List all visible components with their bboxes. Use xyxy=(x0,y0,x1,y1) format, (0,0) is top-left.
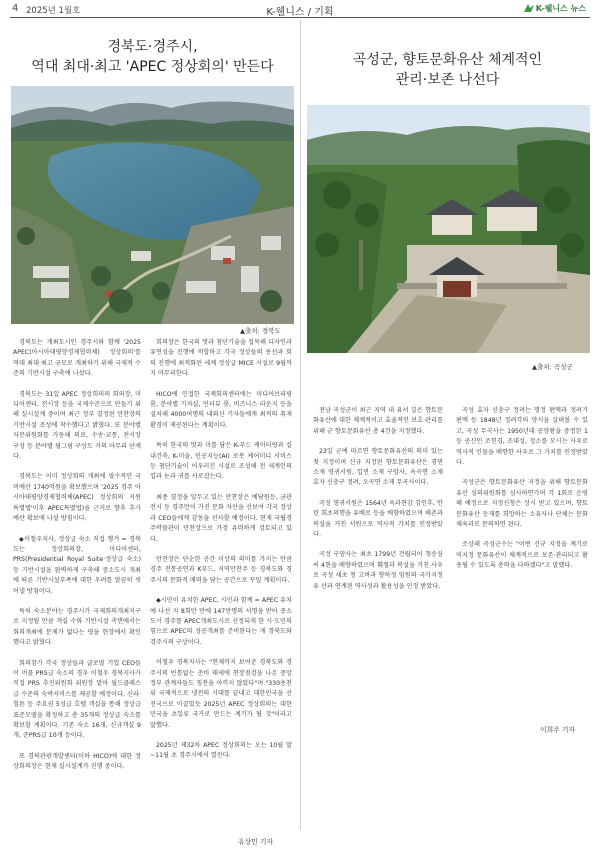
paragraph: 경북도는 이미 정상회의 개최에 필수적인 국비예산 1740억원을 확보했으며 '2025 경주 아시아태평양경제협력체(APEC) 정상회의 지원 특별법'이후 APEC특별법)을 근거로 향후 추가예산 확보에 나설 방침이다. xyxy=(13,473,141,523)
right-article-column-1 xyxy=(313,406,443,592)
right-byline: 이희주 기자 xyxy=(540,726,575,734)
left-article-headline xyxy=(10,37,295,77)
paragraph: 최종 결정을 앞두고 있는 만찬장은 예담원등, 금관전시 등 경주만이 가진 문화 자산을 선보여 각국 정상과 CEO들에게 감동을 선사할 예정이다. 현재 국립경주박물관이 만찬장으로 가장 유력하게 검토되고 있다. xyxy=(150,493,292,543)
right-article-headline xyxy=(305,50,590,90)
right-headline-line1: 곡성군, 향토문화유산 체계적인 xyxy=(352,52,543,68)
right-photo-credit: ▲출처: 곡성군 xyxy=(532,363,573,371)
paragraph: 곡성 효자 신충구 정려는 명정 편액과 정려기 편액 등 1848년 정려각의 양식을 살펴볼 수 있고, 곡성 무곡사는 1950년대 공양왕을 중정한 1등 공신인 조헌경, 조대성, 정소를 모시는 사우로 역사적 인물을 배향한 사우로 그 가치를 인정받았다. xyxy=(456,407,588,467)
page-header xyxy=(0,0,600,18)
section-title: K-웰니스 / 기획 xyxy=(266,7,334,18)
paragraph: 회의장은 한국의 멋과 첨단기술을 접목해 디자인과 유연성을 진행에 적합하고 각국 정상들의 동선과 회의 진행에 최적화된 세계 정상급 MICE 시설로 9월까지 마무리한다. xyxy=(150,339,292,378)
right-headline-line2: 관리·보존 나선다 xyxy=(395,72,500,88)
paragraph: 곡성 구암사는 최초 1799년 건립되어 청송심씨 4현을 배향하였으며 훼철과 복설을 거친 사우로 곡성 새초 청 고바과 향하정 임원의 국가지정유 산과 연계된 역사성과 활용성을 인정 받았다. xyxy=(313,551,443,590)
paragraph: 회의참가 각국 정상들과 글로벌 기업 CEO들이 머물 PRS급 숙소의 경우 이철우 경북지사가 직접 PRS 추진위원회 위원장 맡아 월드클래스급 수준의 숙박서비스를 제공할 예정이다. 신라·힐튼 등 주요권 5성급 호텔 객실을 통해 정상급 표준모델을 확정하고 총 35개의 정상급 숙소를 확보할 계획이다. 기존 숙소 16개, 신규객실 9개, 준PRS급 10개 등이다. xyxy=(13,659,141,740)
left-article-column-1 xyxy=(13,338,141,773)
paragraph: 전남 곡성군이 최근 지역 내 유서 깊은 향토문화유산에 대한 체계적이고 효율적인 보호·관리를 위해 군 향토문화유산 총 4건을 지정했다. xyxy=(313,407,443,435)
paragraph: 특히 한국의 멋과 미를 담은 K-푸드 케이터링과 실내건축, K-미술, 인공지능(AI) 로봇 케어미디 서비스 등 첨단기술이 어우러진 시설로 조성해 전 세계인의 입과 눈과 귀를 사로잡는다. xyxy=(150,442,292,481)
paragraph: 곡성 영귀서원은 1564년 옥과현감 김인후, 안린 회초의행을 유배로 등을 배향하였으며 해촌과 복설을 거친 서원으로 역사적 가치를 인정받았다. xyxy=(313,499,443,539)
paragraph: 23일 군에 따르면 향토문화유산의 의미 있는 첫 지정이며 신규 지정된 향토문화유산은 겸면 소재 영귀서원, 입면 소재 구암사, 옥곡면 소재 효자 신충구 정려, 오곡면 소재 무곡사이다. xyxy=(313,448,443,487)
issue-date: 2025년 1월호 xyxy=(26,6,81,16)
left-headline-line2: 역대 최대·최고 'APEC 정상회의' 만든다 xyxy=(31,59,274,75)
logo-leaf-icon xyxy=(524,4,534,12)
paragraph: 경북도는 31일 APEC 정상회의의 회의장, 미디어센터, 전시장 등을 국제수준으로 만들기 위해 실시설계 중이며 최근 정부 결정된 만찬장의 기반시설 조성에 착수했다고 밝혔다. 또 분야별 자문위원회를 가동해 의료, 수송·교통, 전시장 구성 등 분야별 필그림 구상도 거의 마무리 단계다. xyxy=(13,390,141,461)
paragraph: 경북도는 개최도시인 경주시와 함께 '2025 APEC(아시아태평양경제협력체) 정상회의'를 역대 최대·최고 규모로 개최하기 위해 국제적 수준의 기반시설 구축에 나섰다. xyxy=(13,339,141,378)
logo-text: K-웰니스 뉴스 xyxy=(535,4,586,13)
paragraph: 이철우 경북지사는 "현재까지 보여준 경북도와 경주시의 빈틈없는 준비 태세에 현장점검을 나온 중앙정부 관계자들도 칭찬을 아끼지 않았다"며 "330용천위 국제적으로 냉전의 시대를 끝내고 대한민국을 선진국으로 이끌었듯 2025년 APEC 정상회의는 대한민국을 초일류 국가로 만드는 계기가 될 것"이라고 말했다. xyxy=(150,659,292,729)
gyeongju-aerial-illustration xyxy=(11,86,294,324)
header-rule xyxy=(10,17,590,18)
paragraph: ◆시민이 유치한 APEC, 시민과 함께 = APEC 유치에 나선 지 8회만 만에 147만명의 서명을 받아 중소도시 경주를 APEC개최도시로 선정되게 한 시·도민의 힘으로 APEC의 성공개최를 준비한다는 게 경북도와 경주시의 구상이다. xyxy=(150,597,292,646)
right-article-column-2 xyxy=(456,406,588,572)
paragraph: HICO에 인접한 국제회의센터에는 미디어브리핑 룸, 분야별 기자실, 인터뷰 룸, 비즈니스 라운지 등을 설치해 4000여명의 내외신 기자들에게 최적의 취재 환경이 제공된다는 계획이다. xyxy=(150,390,292,429)
gyeongju-aerial-photo xyxy=(11,86,294,324)
left-photo-credit: ▲출처: 경북도 xyxy=(240,327,281,335)
paragraph: ◆이철우지사, 정상급 숙소 직접 챙겨 = 경북도는 정상회의장, 미디어센터, PRS(Presidential Royal Suite·정상급 숙소) 등 기반시설을 완벽하게 구축해 중소도시 개최에 따른 기반시설부족에 대한 우려를 말끔히 씻어낼 방침이다. xyxy=(13,535,141,595)
heritage-shrine-photo xyxy=(307,105,590,353)
left-headline-line1: 경북도·경주시, xyxy=(107,39,198,55)
left-article-column-2 xyxy=(150,338,292,762)
paragraph: 특히 숙소분야는 경주시가 국제회의개최지구로 지정될 만큼 객실 수와 기반시설 측면에서는 회의개최에 문제가 없다는 평을 현장에서 확인했다고 밝혔다. xyxy=(13,607,141,647)
left-byline: 유상민 기자 xyxy=(238,838,273,846)
paragraph: 조상래 곡성군수는 "이번 신규 지정을 계기로 비지정 문화유산이 체계적으로 보존·관리되고 활용될 수 있도록 총력을 다하겠다"고 말했다. xyxy=(456,541,588,570)
publication-logo xyxy=(524,3,586,14)
column-divider xyxy=(300,20,301,830)
paragraph: 2025년 제32차 APEC 정상회의는 오는 10월 말~11월 초 경주시에서 열린다. xyxy=(150,742,292,760)
page-number: 4 xyxy=(12,3,19,14)
paragraph: 곡성군은 향토문화유산 지정을 위해 향토문화유산 심의위원회를 심사하면가며 각 1회로 운영해 예정으로 지정신청은 상시 받고 있으며, 향토문화유산 등재를 희망하는 소유자나 단체는 문화체육과로 문의하면 된다. xyxy=(456,479,588,529)
paragraph: 만찬장은 단순한 공간 이상의 의미를 가지는 만큼 경주 전통공연과 K푸드, 지역만찬주 등 경북도와 경주시의 문화적 매력을 담는 공간으로 꾸밀 계획이다. xyxy=(150,555,292,584)
heritage-shrine-illustration xyxy=(307,105,590,353)
paragraph: 또 경북관광개발센터(이하 HICO)에 대한 정상회의장은 현재 실시설계가 진행 중이다. xyxy=(13,752,141,771)
